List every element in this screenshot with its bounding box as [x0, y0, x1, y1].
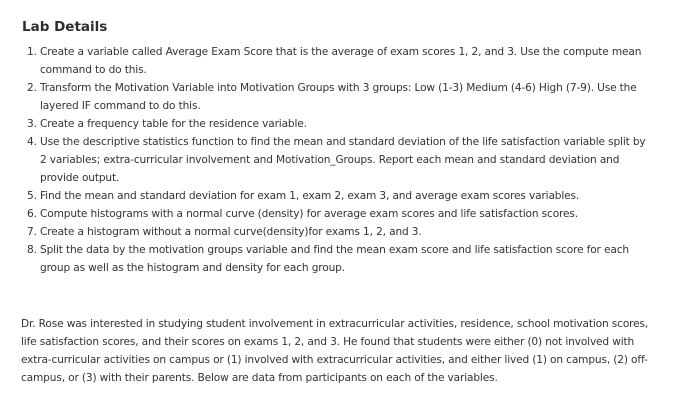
- step-number: 4.: [27, 136, 37, 148]
- step-text: Create a variable called Average Exam Score that is the average of exam scores 1, 2, and 3. Use the compute mean command to do this.: [40, 46, 642, 76]
- lab-step-item: [21, 79, 651, 115]
- step-number: 1.: [27, 46, 37, 58]
- step-number: 2.: [27, 82, 37, 94]
- step-text: Create a histogram without a normal curve(density)for exams 1, 2, and 3.: [40, 226, 422, 238]
- lab-step-item: [21, 241, 651, 277]
- lab-step-item: [21, 115, 651, 133]
- lab-step-item: [21, 223, 651, 241]
- lab-step-item: [21, 187, 651, 205]
- lab-steps-list: [21, 43, 651, 277]
- step-number: 6.: [27, 208, 37, 220]
- step-text: Transform the Motivation Variable into Motivation Groups with 3 groups: Low (1-3) Medium (4-6) High (7-9). Use the layered IF command to do this.: [40, 82, 637, 112]
- step-text: Find the mean and standard deviation for exam 1, exam 2, exam 3, and average exam scores variables.: [40, 190, 580, 202]
- step-number: 3.: [27, 118, 37, 130]
- step-number: 8.: [27, 244, 37, 256]
- step-text: Split the data by the motivation groups variable and find the mean exam score and life satisfaction score for each group as well as the histogram and density for each group.: [40, 244, 629, 274]
- lab-step-item: [21, 205, 651, 223]
- study-description-paragraph: Dr. Rose was interested in studying student involvement in extracurricular activities, residence, school motivation scores, life satisfaction scores, and their scores on exams 1, 2, and 3. He found that students were either (0) not involved with extra-curricular activities on campus or (1) involved with extracurricular activities, and either lived (1) on campus, (2) off-campus, or (3) with their parents. Below are data from participants on each of the variables.: [21, 318, 649, 384]
- step-number: 7.: [27, 226, 37, 238]
- lab-details-heading: Lab Details: [22, 19, 108, 35]
- step-text: Use the descriptive statistics function to find the mean and standard deviation of the life satisfaction variable split by 2 variables; extra-curricular involvement and Motivation_Groups. Report each mean and standard deviation and provide output.: [40, 136, 646, 184]
- step-text: Compute histograms with a normal curve (density) for average exam scores and life satisfaction scores.: [40, 208, 578, 220]
- step-text: Create a frequency table for the residence variable.: [40, 118, 307, 130]
- step-number: 5.: [27, 190, 37, 202]
- lab-step-item: [21, 43, 651, 79]
- lab-step-item: [21, 133, 651, 187]
